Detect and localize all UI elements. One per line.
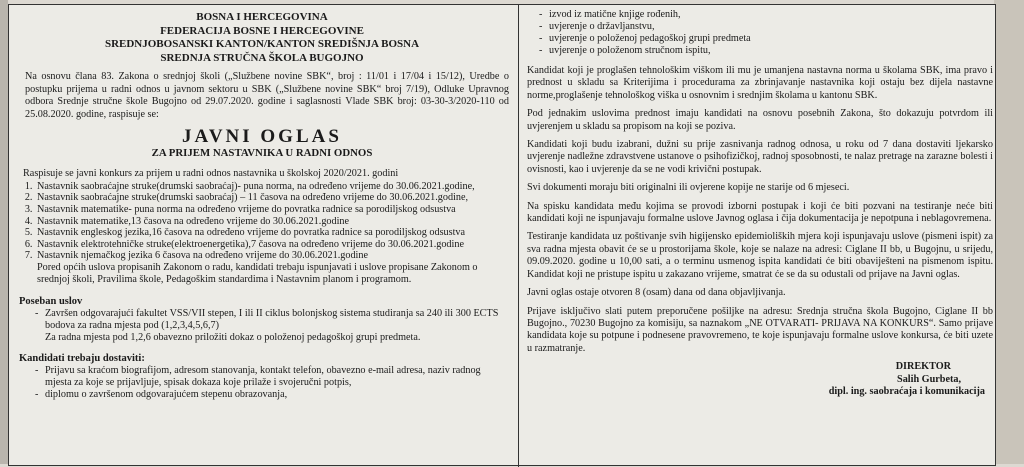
signature-block	[527, 361, 993, 398]
position-item: 4. Nastavnik matematike,13 časova na određeno vrijeme do 30.06.2021.godine	[35, 216, 509, 228]
job-ad-box	[8, 4, 996, 466]
header-school: SREDNJA STRUČNA ŠKOLA BUGOJNO	[160, 51, 364, 64]
position-item: 1. Nastavnik saobraćajne struke(drumski saobraćaj)- puna norma, na određeno vrijeme do 30.06.2021.godine,	[35, 181, 509, 193]
surplus-teacher-paragraph: Kandidat koji je proglašen tehnološkim viškom ili mu je umanjena nastavna norma u školama SBK, ima pravo i prednost u skladu sa Kriterijima i procedurama za zbrinjavanje nastavnika koji ostaju bez dijela nastavne norme,proglašenje tehnološkog viška u osnovnim i srednjim školama u kantonu SBK.	[527, 65, 993, 101]
positions-list	[15, 181, 509, 262]
position-item: 6. Nastavnik elektrotehničke struke(elektroenergetika),7 časova na određeno vrijeme do 30.06.2021.godine	[35, 239, 509, 251]
institution-header	[15, 11, 509, 65]
konkurs-intro: Raspisuje se javni konkurs za prijem u radni odnos nastavnika u školskoj 2020/2021. godini	[23, 168, 399, 180]
documents-heading: Kandidati trebaju dostaviti:	[19, 353, 145, 365]
right-column	[527, 5, 993, 398]
position-item: 2. Nastavnik saobraćajne struke(drumski saobraćaj) – 11 časova na određeno vrijeme do 30.06.2021.godine,	[35, 192, 509, 204]
signature-title: DIREKTOR	[895, 361, 951, 373]
document-validity-paragraph: Svi dokumenti moraju biti originalni ili ovjerene kopije ne starije od 6 mjeseci.	[527, 182, 850, 194]
priority-paragraph: Pod jednakim uslovima prednost imaju kandidati na osnovu posebnih Zakona, što dokazuju potvrdom ili uvjerenjem u skladu sa propisom na koji se poziva.	[527, 108, 993, 132]
position-item: 5. Nastavnik engleskog jezika,16 časova na određeno vrijeme do povratka radnice sa porodiljskog odsustva	[35, 227, 509, 239]
header-canton: SREDNJOBOSANSKI KANTON/KANTON SREDIŠNJA BOSNA	[104, 38, 420, 50]
document-item: - izvod iz matične knjige rođenih,	[549, 9, 993, 21]
special-condition-list	[15, 308, 509, 332]
special-condition-note: Za radna mjesta pod 1,2,6 obavezno priložiti dokaz o položenoj pedagoškoj grupi predmeta.	[45, 331, 421, 343]
column-divider	[518, 5, 519, 467]
document-item: - uvjerenje o položenoj pedagoškoj grupi predmeta	[549, 33, 993, 45]
ad-title: JAVNI OGLAS	[182, 126, 342, 148]
document-item: - Prijavu sa kraćom biografijom, adresom stanovanja, kontakt telefon, obavezno e-mail adresa, naziv radnog mjesta za koje se prijavljuje, spisak dokaza koje prilaže i svojeručni potpis,	[45, 365, 509, 389]
position-item: 3. Nastavnik matematike- puna norma na određeno vrijeme do povratka radnice sa porodiljskog odsustva	[35, 204, 509, 216]
page-edge-right	[994, 0, 1024, 464]
legal-basis-paragraph: Na osnovu člana 83. Zakona o srednjoj školi („Službene novine SBK“, broj : 11/01 i 17/04 i 15/12), Uredbe o postupku prijema u radni odnos u javnom sektoru u SBK („Službene novine SBK“ broj 7/19), Odluke Upravnog odbora Srednje stručne škole Bugojno od 29.07.2020. godine i saglasnosti Vlade SBK broj: 03-30-3/2020-110 od 25.08.2020. godine, raspisuje se:	[25, 71, 509, 120]
position-item: 7. Nastavnik njemačkog jezika 6 časova na određeno vrijeme do 30.06.2021.godine	[35, 250, 509, 262]
special-condition-heading: Poseban uslov	[19, 295, 83, 307]
signature-role: dipl. ing. saobraćaja i komunikacija	[828, 385, 985, 397]
header-federation: FEDERACIJA BOSNE I HERCEGOVINE	[160, 24, 364, 37]
special-condition-item: - Završen odgovarajući fakultet VSS/VII stepen, I ili II ciklus bolonjskog sistema studiranja sa 240 ili 300 ECTS bodova za radna mjesta pod (1,2,3,4,5,6,7)	[45, 308, 509, 332]
document-item: - uvjerenje o državljanstvu,	[549, 21, 993, 33]
document-item: - diplomu o završenom odgovarajućem stepenu obrazovanja,	[45, 389, 509, 401]
medical-certificate-paragraph: Kandidati koji budu izabrani, dužni su prije zasnivanja radnog odnosa, u roku od 7 dana dostaviti ljekarsko uvjerenje nadležne zdravstvene ustanove o psihofizičkoj, radnoj sposobnosti, te nalaz pretrage na zarazne bolesti i ovisnosti, kao i uvjerenje da se ne vodi krivični postupak.	[527, 139, 993, 175]
ad-subtitle: ZA PRIJEM NASTAVNIKA U RADNI ODNOS	[151, 147, 373, 160]
documents-list-left	[15, 365, 509, 401]
signature-name: Salih Gurbeta,	[897, 373, 961, 385]
documents-list-right	[527, 9, 993, 57]
testing-paragraph: Testiranje kandidata uz poštivanje svih higijensko epidemioliških mjera koji ispunjavaju uslove (pismeni ispit) za sva radna mjesta obavit će se u prostorijama škole, koje se nalaze na adresi: Ciglane II bb, u Bugojnu, u srijedu, 09.09.2020. godine u 10,00 sati, a o terminu usmenog ispita kandidati će biti obaviješteni na pismenom ispitu. Kandidat koji ne pristupe ispitu u zakazano vrijeme, smatrat će se da su odustali od prijave na Javni oglas.	[527, 231, 993, 280]
open-period-paragraph: Javni oglas ostaje otvoren 8 (osam) dana od dana objavljivanja.	[527, 287, 786, 299]
candidate-list-paragraph: Na spisku kandidata među kojima se provodi izborni postupak i koji će biti pozvani na testiranje neće biti kandidati koji ne ispunjavaju formalne uslove Javnog oglasa i čija dokumentacija je nepotpuna i neblagovremena.	[527, 200, 993, 225]
general-conditions-note: Pored općih uslova propisanih Zakonom o radu, kandidati trebaju ispunjavati i uslove propisane Zakonom o srednjoj školi, Pravilima škole, Pedagoškim standardima i Nastavnim planom i programom.	[37, 261, 478, 286]
submission-paragraph: Prijave isključivo slati putem preporučene pošiljke na adresu: Srednja stručna škola Bugojno, Ciglane II bb Bugojno., 70230 Bugojno za komisiju, sa naznakom „NE OTVARATI- PRIJAVA NA KONKURS“. Samo prijave kandidata koje su potpune i podnesene pravovremeno, te koje ispunjavaju formalne uslove konkursa, će biti uzete u razmatranje.	[527, 305, 993, 354]
document-item: - uvjerenje o položenom stručnom ispitu,	[549, 45, 993, 57]
left-column	[15, 5, 509, 401]
page-edge-left	[0, 0, 8, 464]
header-country: BOSNA I HERCEGOVINA	[196, 11, 328, 23]
